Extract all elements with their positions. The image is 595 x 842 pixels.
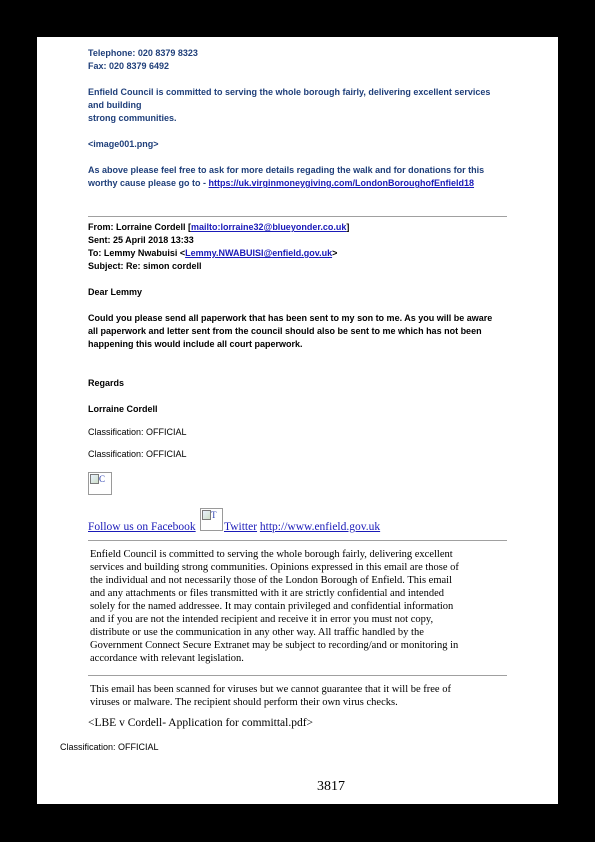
to-email-link[interactable]: Lemmy.NWABUISI@enfield.gov.uk — [185, 248, 333, 258]
sent-value: 25 April 2018 13:33 — [110, 235, 194, 245]
body-line-2: all paperwork and letter sent from the council should also be sent to me which has not been — [88, 326, 482, 336]
subject-label: Subject: — [88, 261, 124, 271]
commitment-line-1: Enfield Council is committed to serving the whole borough fairly, delivering excellent services — [88, 87, 491, 97]
subject-value: Re: simon cordell — [123, 261, 202, 271]
body-line-3: happening this would include all court paperwork. — [88, 339, 303, 349]
broken-image-icon — [90, 474, 99, 484]
classification-1: Classification: OFFICIAL — [88, 427, 187, 437]
from-close: ] — [346, 222, 350, 232]
disclaimer-line: and if you are not the intended recipient and receive it in error you must not copy, — [90, 614, 434, 625]
social-links-line — [88, 521, 196, 534]
disclaimer-block — [90, 548, 459, 665]
disclaimer-top-divider — [88, 540, 507, 541]
disclaimer-line: Enfield Council is committed to serving the whole borough fairly, delivering excellent — [90, 549, 453, 560]
council-logo-image — [88, 472, 112, 495]
signature: Lorraine Cordell — [88, 404, 158, 414]
from-value: Lorraine Cordell [ — [113, 222, 192, 232]
subject-line — [88, 260, 202, 272]
broken-image-icon — [202, 510, 211, 520]
sent-line — [88, 234, 194, 246]
commitment-line-2: and building — [88, 100, 142, 110]
disclaimer-line: the individual and not necessarily those of the London Borough of Enfield. This email — [90, 575, 452, 586]
document-page — [37, 37, 558, 804]
page-number: 3817 — [317, 779, 345, 794]
disclaimer-line: services and building strong communities. Opinions expressed in this email are those of — [90, 562, 459, 573]
outer-classification: Classification: OFFICIAL — [60, 742, 159, 752]
disclaimer-bottom-divider — [88, 675, 507, 676]
twitter-logo-alt-text: T — [211, 510, 217, 520]
body-line-1: Could you please send all paperwork that has been sent to my son to me. As you will be aware — [88, 313, 493, 323]
telephone-line: Telephone: 020 8379 8323 — [88, 48, 198, 58]
walk-line-2 — [88, 177, 474, 189]
disclaimer-line: accordance with relevant legislation. — [90, 653, 244, 664]
image-reference: <image001.png> — [88, 139, 159, 149]
disclaimer-line: and any attachments or files transmitted with it are strictly confidential and intended — [90, 588, 444, 599]
walk-line-2-prefix: worthy cause please go to - — [88, 178, 209, 188]
virus-line-1: This email has been scanned for viruses but we cannot guarantee that it will be free of — [90, 684, 451, 695]
disclaimer-line: Government Connect Secure Extranet may be subject to recording/and or monitoring in — [90, 640, 459, 651]
attachment-filename: <LBE v Cordell- Application for committal.pdf> — [88, 717, 314, 729]
classification-2: Classification: OFFICIAL — [88, 449, 187, 459]
twitter-logo-image — [200, 508, 223, 531]
header-divider — [88, 216, 507, 217]
enfield-website-link[interactable]: http://www.enfield.gov.uk — [259, 521, 381, 533]
sent-label: Sent: — [88, 235, 111, 245]
commitment-line-3: strong communities. — [88, 113, 177, 123]
twitter-website-links — [224, 521, 380, 534]
from-mailto-link[interactable]: mailto:lorraine32@blueyonder.co.uk — [191, 222, 347, 232]
disclaimer-line: distribute or use the communication in any other way. All traffic handled by the — [90, 627, 424, 638]
disclaimer-line: solely for the named addressee. It may contain privileged and confidential information — [90, 601, 454, 612]
virus-line-2: viruses or malware. The recipient should perform their own virus checks. — [90, 697, 398, 708]
from-label: From: — [88, 222, 114, 232]
from-line — [88, 221, 349, 233]
virgin-money-giving-link[interactable]: https://uk.virginmoneygiving.com/LondonBoroughofEnfield18 — [208, 178, 475, 188]
council-logo-alt-text: C — [99, 474, 106, 484]
to-label: To: — [88, 248, 102, 258]
regards: Regards — [88, 378, 125, 388]
greeting: Dear Lemmy — [88, 287, 143, 297]
twitter-link[interactable]: Twitter — [224, 521, 258, 533]
to-close: > — [332, 248, 338, 258]
fax-line: Fax: 020 8379 6492 — [88, 61, 170, 71]
walk-line-1: As above please feel free to ask for more details regading the walk and for donations for this — [88, 165, 485, 175]
to-value: Lemmy Nwabuisi < — [101, 248, 186, 258]
facebook-link[interactable]: Follow us on Facebook — [88, 521, 196, 533]
to-line — [88, 247, 337, 259]
